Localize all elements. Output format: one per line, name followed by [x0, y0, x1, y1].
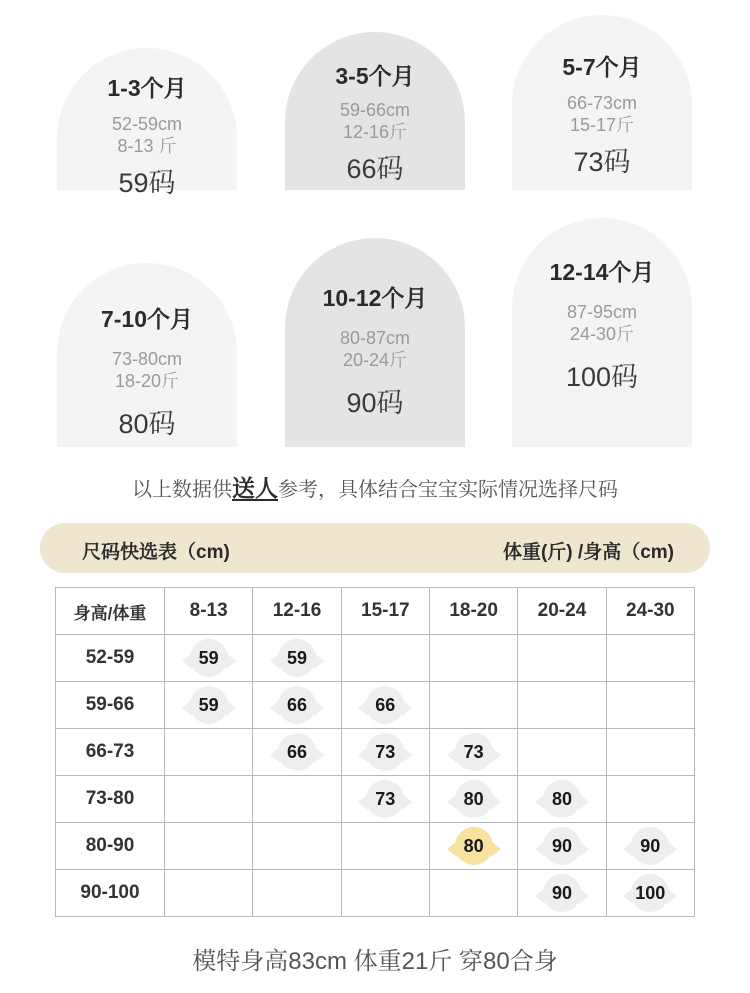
table-cell: [341, 729, 429, 776]
table-cell: [165, 729, 253, 776]
row-header: 66-73: [56, 729, 165, 776]
size-chip: 66: [278, 733, 316, 771]
table-cell: [429, 682, 517, 729]
row-header: 80-90: [56, 823, 165, 870]
card-age: 7-10个月: [100, 306, 194, 332]
size-chip: 100: [631, 874, 669, 912]
card-size: 73码: [573, 147, 631, 177]
table-corner-label: 身高/体重: [56, 588, 165, 635]
size-chip: 59: [278, 639, 316, 677]
table-cell: [518, 635, 606, 682]
size-card-7-10-months: [57, 263, 237, 447]
card-age: 10-12个月: [322, 285, 428, 311]
table-cell: [253, 823, 341, 870]
size-chip-highlighted: 80: [455, 827, 493, 865]
table-cell: [341, 776, 429, 823]
size-card-12-14-months: [512, 218, 692, 447]
table-cell: [341, 823, 429, 870]
table-header-row: [56, 588, 695, 635]
card-height: 80-87cm: [339, 328, 411, 348]
size-chip: 73: [366, 733, 404, 771]
table-cell: [253, 729, 341, 776]
size-chip: 73: [455, 733, 493, 771]
column-header: 12-16: [253, 588, 341, 635]
table-cell: [253, 635, 341, 682]
table-row: [56, 682, 695, 729]
table-cell: [606, 635, 694, 682]
table-row: [56, 823, 695, 870]
table-row: [56, 870, 695, 917]
card-height: 59-66cm: [339, 100, 411, 120]
size-chip: 66: [278, 686, 316, 724]
column-header: 20-24: [518, 588, 606, 635]
table-cell: [518, 682, 606, 729]
column-header: 24-30: [606, 588, 694, 635]
size-card-1-3-months: [57, 48, 237, 198]
table-row: [56, 776, 695, 823]
size-chip: 90: [543, 874, 581, 912]
card-size: 80码: [118, 409, 176, 439]
table-cell: [606, 682, 694, 729]
table-cell: [253, 870, 341, 917]
size-chip: 80: [455, 780, 493, 818]
table-cell: [518, 870, 606, 917]
table-cell: [341, 635, 429, 682]
column-header: 8-13: [165, 588, 253, 635]
size-chip: 66: [366, 686, 404, 724]
note-text-before: 以上数据供: [132, 479, 232, 501]
size-table: [55, 587, 695, 917]
card-age: 3-5个月: [335, 63, 415, 89]
table-cell: [165, 823, 253, 870]
table-row: [56, 635, 695, 682]
size-card-3-5-months: [285, 32, 465, 190]
card-height: 73-80cm: [111, 349, 183, 369]
table-cell: [429, 635, 517, 682]
card-age: 1-3个月: [107, 75, 187, 101]
table-cell: [518, 776, 606, 823]
banner-title: 尺码快选表（cm): [82, 542, 230, 563]
table-row: [56, 729, 695, 776]
size-chip: 90: [543, 827, 581, 865]
table-cell: [341, 682, 429, 729]
model-info: 模特身高83cm 体重21斤 穿80合身: [192, 948, 558, 975]
table-cell: [606, 870, 694, 917]
table-cell: [606, 776, 694, 823]
size-chip: 59: [190, 686, 228, 724]
table-cell: [165, 635, 253, 682]
card-weight: 8-13 斤: [117, 136, 177, 156]
reference-note: [0, 470, 750, 503]
note-emphasis: 送人: [232, 475, 278, 501]
table-cell: [341, 870, 429, 917]
table-cell: [165, 870, 253, 917]
row-header: 59-66: [56, 682, 165, 729]
column-header: 18-20: [429, 588, 517, 635]
table-cell: [518, 823, 606, 870]
card-height: 52-59cm: [111, 114, 183, 134]
table-cell: [606, 729, 694, 776]
size-chip: 73: [366, 780, 404, 818]
column-header: 15-17: [341, 588, 429, 635]
table-cell: [253, 682, 341, 729]
size-chip: 59: [190, 639, 228, 677]
card-size: 90码: [346, 388, 404, 418]
card-weight: 15-17斤: [569, 115, 635, 135]
note-text-after: 参考，具体结合宝宝实际情况选择尺码: [278, 479, 618, 501]
table-cell: [429, 823, 517, 870]
table-cell: [165, 682, 253, 729]
card-age: 5-7个月: [562, 54, 642, 80]
card-size: 100码: [565, 362, 639, 392]
card-weight: 24-30斤: [569, 324, 635, 344]
banner-axis-label: 体重(斤) /身高（cm): [502, 542, 674, 563]
card-height: 87-95cm: [566, 302, 638, 322]
size-card-5-7-months: [512, 15, 692, 190]
row-header: 73-80: [56, 776, 165, 823]
table-cell: [429, 729, 517, 776]
size-chip: 80: [543, 780, 581, 818]
card-age: 12-14个月: [549, 259, 655, 285]
card-weight: 18-20斤: [114, 371, 180, 391]
row-header: 90-100: [56, 870, 165, 917]
size-chip: 90: [631, 827, 669, 865]
table-cell: [429, 776, 517, 823]
table-cell: [253, 776, 341, 823]
table-cell: [518, 729, 606, 776]
table-cell: [165, 776, 253, 823]
row-header: 52-59: [56, 635, 165, 682]
card-height: 66-73cm: [566, 93, 638, 113]
card-weight: 12-16斤: [342, 122, 408, 142]
table-cell: [429, 870, 517, 917]
card-size: 66码: [346, 154, 404, 184]
card-weight: 20-24斤: [342, 350, 408, 370]
quick-size-banner: [40, 523, 710, 573]
card-size: 59码: [118, 168, 176, 198]
table-cell: [606, 823, 694, 870]
size-card-10-12-months: [285, 238, 465, 447]
